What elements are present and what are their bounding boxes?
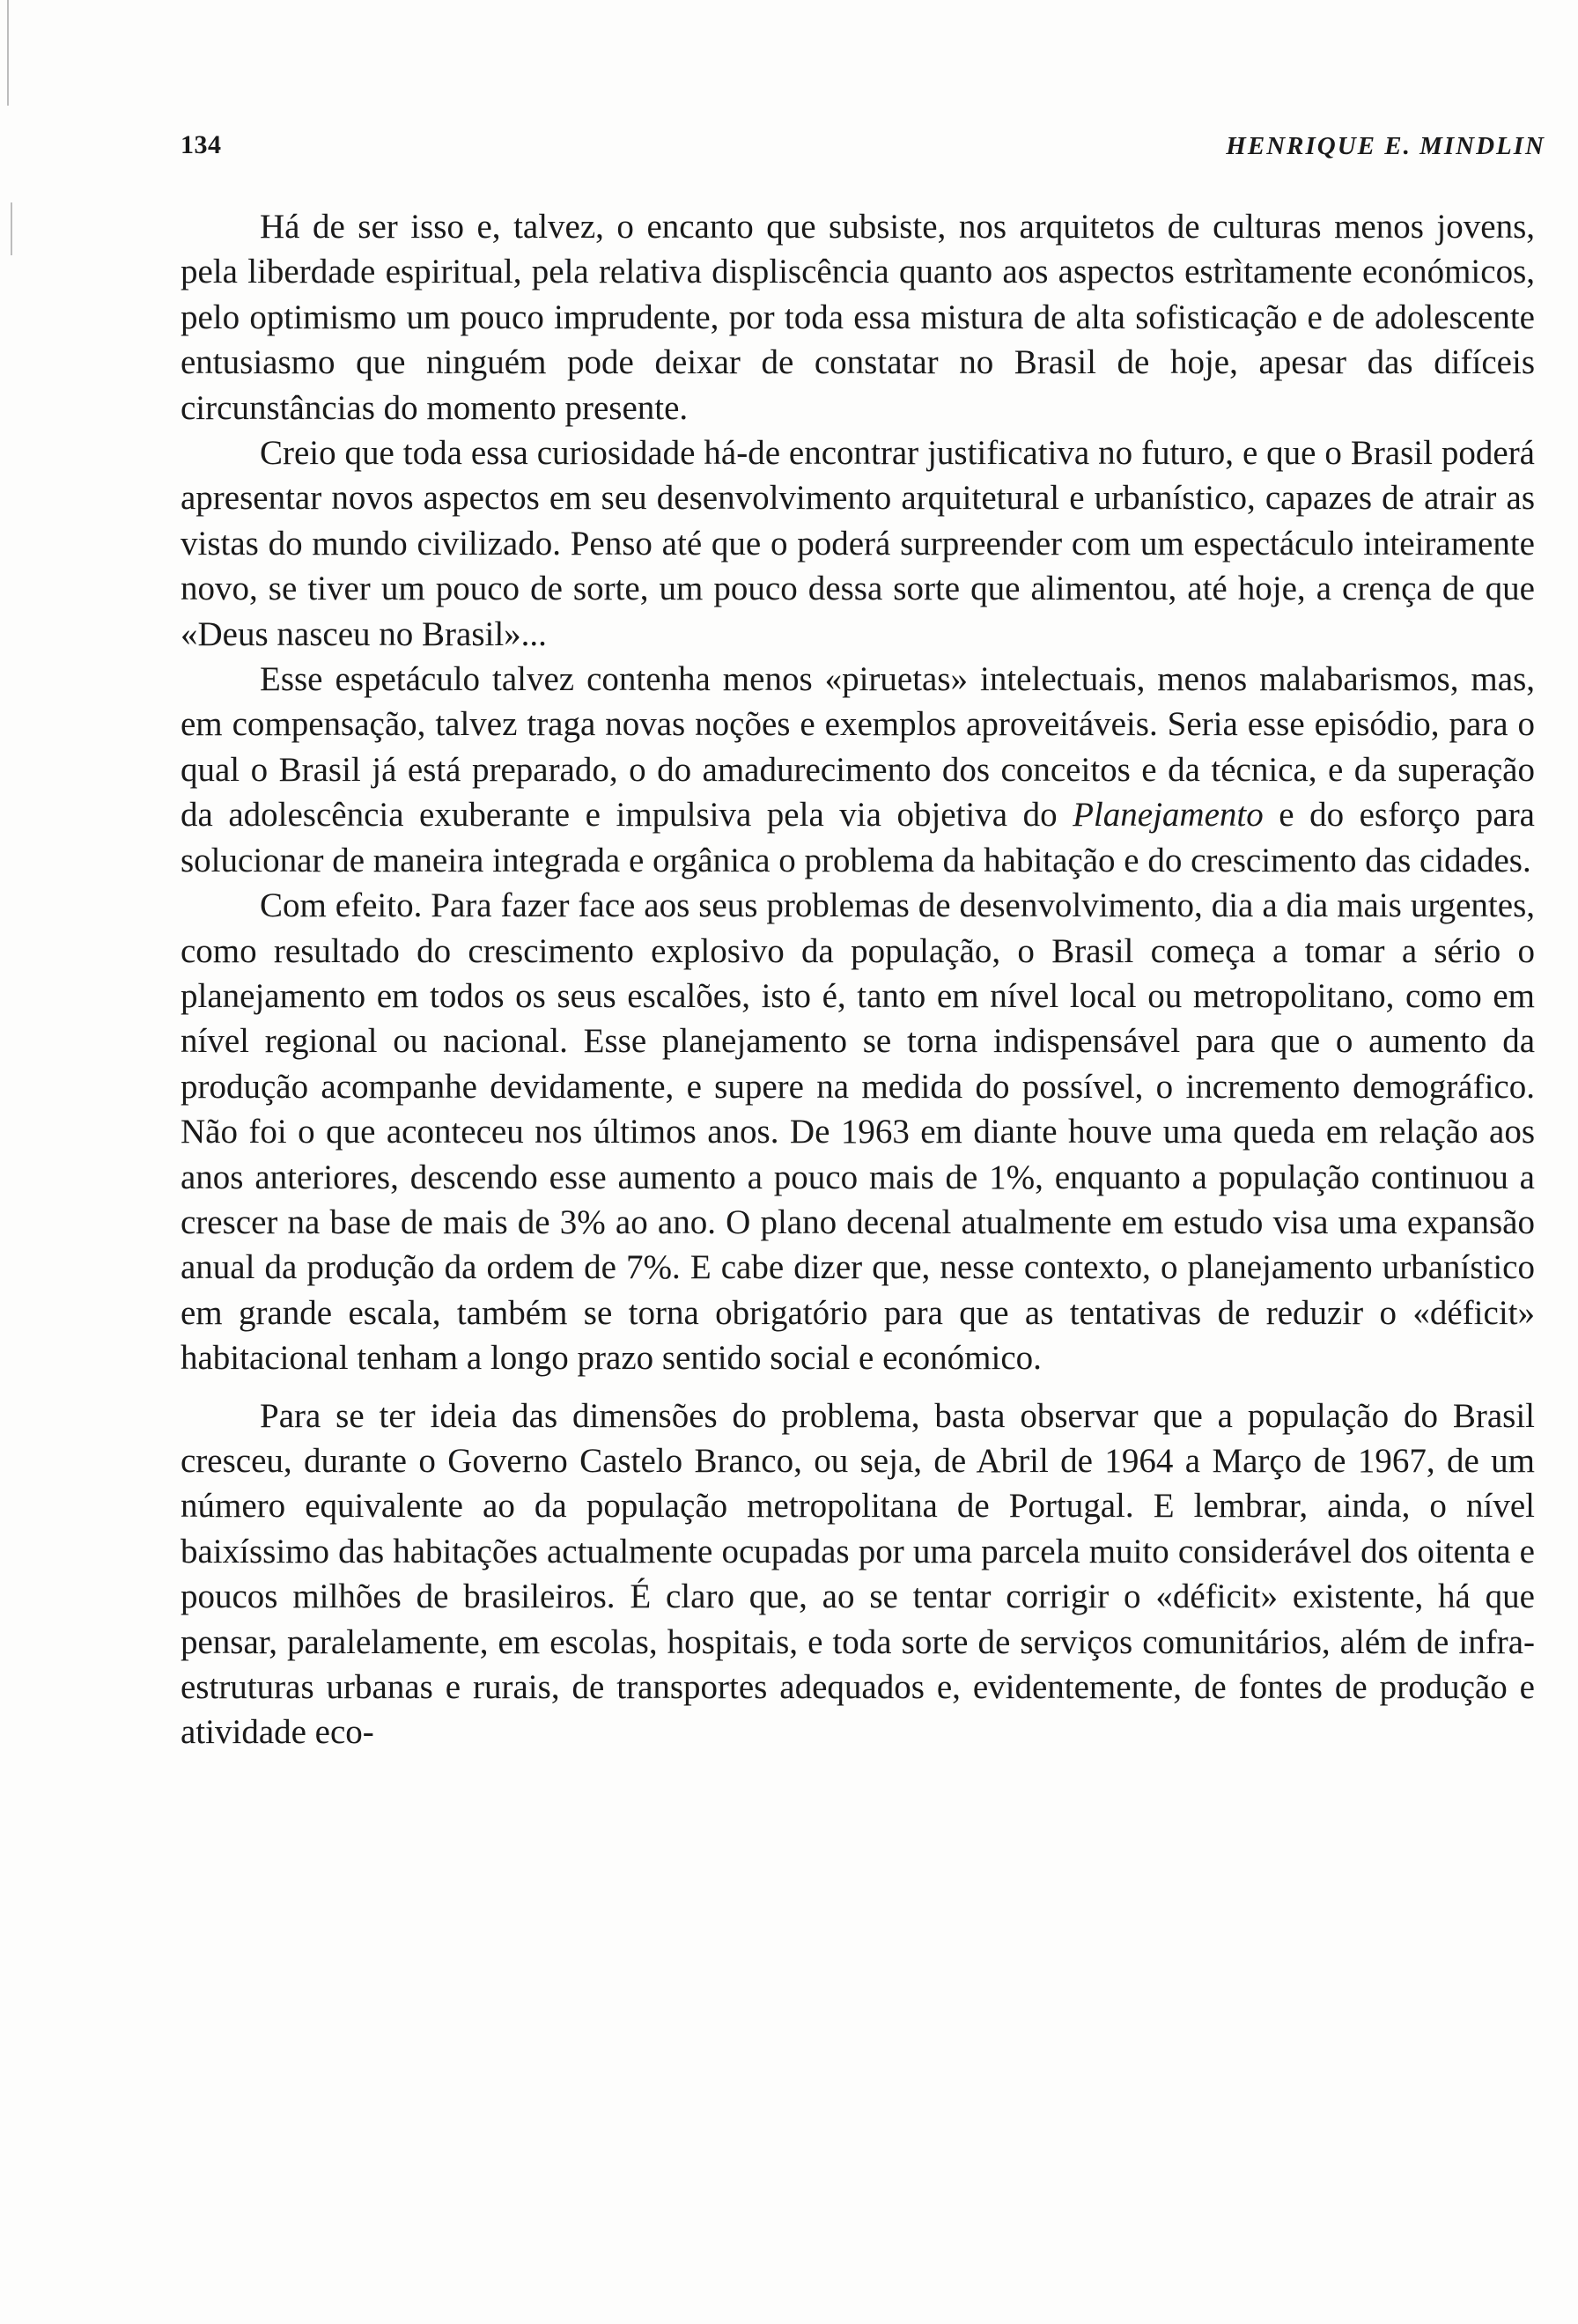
body-text bbox=[181, 204, 1535, 1755]
paragraph: Creio que toda essa curiosidade há-de encontrar justificativa no futuro, e que o Brasil poderá apresentar novos aspectos em seu desenvolvimento arquitetural e urbanístico, capazes de atrair as vistas do mundo civilizado. Penso até que o poderá surpreender com um espectáculo inteiramente novo, se tiver um pouco de sorte, um pouco dessa sorte que alimentou, até hoje, a crença de que «Deus nasceu no Brasil»... bbox=[181, 434, 1535, 653]
paragraph: Há de ser isso e, talvez, o encanto que subsiste, nos arquitetos de culturas menos jovens, pela liberdade espiritual, pela relativa displiscência quanto aos aspectos estrìtamente económicos, pelo optimismo um pouco imprudente, por toda essa mistura de alta sofisticação e de adolescente entusiasmo que ninguém pode deixar de constatar no Brasil de hoje, apesar das difíceis circunstâncias do momento presente. bbox=[181, 208, 1535, 427]
page-number: 134 bbox=[181, 130, 222, 159]
emphasized-term: Planejamento bbox=[1073, 796, 1264, 835]
paragraph-text: Esse espetáculo talvez contenha menos «piruetas» intelectuais, menos malabarismos, mas, em compensação, talvez traga novas noções e exemplos aproveitáveis. Seria esse episódio, para o qual o Brasil já está preparado, o do amadurecimento dos conceitos e da técnica, e da superação da adolescência exuberante e impulsiva pela via objetiva do bbox=[181, 660, 1535, 835]
paragraph: Para se ter ideia das dimensões do problema, basta observar que a população do Brasil cresceu, durante o Governo Castelo Branco, ou seja, de Abril de 1964 a Março de 1967, de um número equivalente ao da população metropolitana de Portugal. E lembrar, ainda, o nível baixíssimo das habitações actualmente ocupadas por uma parcela muito considerável dos oitenta e poucos milhões de brasileiros. É claro que, ao se tentar corrigir o «déficit» existente, há que pensar, paralelamente, em escolas, hospitais, e toda sorte de serviços comunitários, além de infra-estruturas urbanas e rurais, de transportes adequados e, evidentemente, de fontes de produção e atividade eco- bbox=[181, 1396, 1535, 1752]
scan-edge-mark bbox=[7, 0, 9, 106]
paragraph: Com efeito. Para fazer face aos seus problemas de desenvolvimento, dia a dia mais urgentes, como resultado do crescimento explosivo da população, o Brasil começa a tomar a sério o planejamento em todos os seus escalões, isto é, tanto em nível local ou metropolitano, como em nível regional ou nacional. Esse planejamento se torna indispensável para que o aumento da produção acompanhe devidamente, e supere na medida do possível, o incremento demográfico. Não foi o que aconteceu nos últimos anos. De 1963 em diante houve uma queda em relação aos anos anteriores, descendo esse aumento a pouco mais de 1%, enquanto a população continuou a crescer na base de mais de 3% ao ano. O plano decenal atualmente em estudo visa uma expansão anual da produção da ordem de 7%. E cabe dizer que, nesse contexto, o planejamento urbanístico em grande escala, também se torna obrigatório para que as tentativas de reduzir o «déficit» habitacional tenham a longo prazo sentido social e económico. bbox=[181, 886, 1535, 1378]
running-head: HENRIQUE E. MINDLIN bbox=[1226, 132, 1545, 160]
page-header bbox=[181, 130, 1545, 174]
paragraph bbox=[181, 657, 1535, 883]
scan-edge-mark bbox=[11, 202, 12, 255]
paragraph-text: e do esforço para solucionar de maneira integrada e orgânica o problema da habitação e do crescimento das cidades. bbox=[181, 796, 1535, 879]
